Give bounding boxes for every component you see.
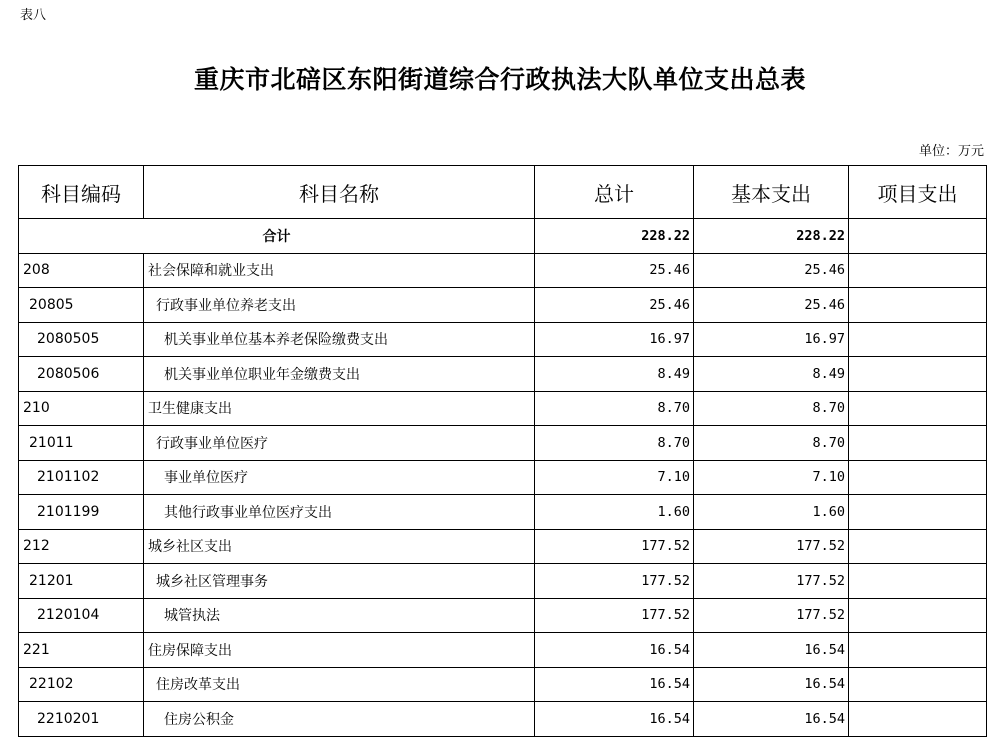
project-amount bbox=[849, 598, 987, 633]
total-amount: 177.52 bbox=[535, 598, 694, 633]
project-amount bbox=[849, 495, 987, 530]
total-value: 228.22 bbox=[535, 219, 694, 254]
table-row bbox=[19, 495, 987, 530]
project-amount bbox=[849, 253, 987, 288]
subject-code: 2080506 bbox=[19, 357, 144, 392]
header-code: 科目编码 bbox=[19, 166, 144, 219]
subject-name: 住房保障支出 bbox=[144, 633, 535, 668]
subject-code: 22102 bbox=[19, 667, 144, 702]
header-total: 总计 bbox=[535, 166, 694, 219]
basic-amount: 1.60 bbox=[694, 495, 849, 530]
subject-code: 21201 bbox=[19, 564, 144, 599]
basic-amount: 8.70 bbox=[694, 391, 849, 426]
subject-name: 行政事业单位养老支出 bbox=[144, 288, 535, 323]
table-row bbox=[19, 322, 987, 357]
subject-name: 住房改革支出 bbox=[144, 667, 535, 702]
total-amount: 8.70 bbox=[535, 426, 694, 461]
total-basic: 228.22 bbox=[694, 219, 849, 254]
header-name: 科目名称 bbox=[144, 166, 535, 219]
total-amount: 8.49 bbox=[535, 357, 694, 392]
table-row bbox=[19, 460, 987, 495]
table-row bbox=[19, 702, 987, 737]
total-row bbox=[19, 219, 987, 254]
subject-name: 机关事业单位基本养老保险缴费支出 bbox=[144, 322, 535, 357]
total-amount: 16.97 bbox=[535, 322, 694, 357]
total-amount: 7.10 bbox=[535, 460, 694, 495]
project-amount bbox=[849, 391, 987, 426]
basic-amount: 16.54 bbox=[694, 702, 849, 737]
project-amount bbox=[849, 426, 987, 461]
table-row bbox=[19, 357, 987, 392]
basic-amount: 177.52 bbox=[694, 598, 849, 633]
subject-name: 城乡社区支出 bbox=[144, 529, 535, 564]
table-row bbox=[19, 667, 987, 702]
total-amount: 16.54 bbox=[535, 633, 694, 668]
basic-amount: 7.10 bbox=[694, 460, 849, 495]
basic-amount: 16.97 bbox=[694, 322, 849, 357]
table-row bbox=[19, 598, 987, 633]
subject-code: 2080505 bbox=[19, 322, 144, 357]
table-row bbox=[19, 426, 987, 461]
subject-name: 其他行政事业单位医疗支出 bbox=[144, 495, 535, 530]
project-amount bbox=[849, 529, 987, 564]
subject-name: 城管执法 bbox=[144, 598, 535, 633]
page-title: 重庆市北碚区东阳街道综合行政执法大队单位支出总表 bbox=[193, 65, 806, 94]
subject-name: 社会保障和就业支出 bbox=[144, 253, 535, 288]
subject-code: 20805 bbox=[19, 288, 144, 323]
subject-name: 城乡社区管理事务 bbox=[144, 564, 535, 599]
total-project bbox=[849, 219, 987, 254]
subject-name: 事业单位医疗 bbox=[144, 460, 535, 495]
total-amount: 177.52 bbox=[535, 529, 694, 564]
subject-code: 2210201 bbox=[19, 702, 144, 737]
subject-code: 2101199 bbox=[19, 495, 144, 530]
project-amount bbox=[849, 322, 987, 357]
total-amount: 25.46 bbox=[535, 288, 694, 323]
project-amount bbox=[849, 633, 987, 668]
basic-amount: 8.70 bbox=[694, 426, 849, 461]
total-amount: 1.60 bbox=[535, 495, 694, 530]
table-row bbox=[19, 288, 987, 323]
basic-amount: 16.54 bbox=[694, 667, 849, 702]
table-row bbox=[19, 391, 987, 426]
basic-amount: 177.52 bbox=[694, 564, 849, 599]
total-amount: 16.54 bbox=[535, 702, 694, 737]
project-amount bbox=[849, 288, 987, 323]
basic-amount: 177.52 bbox=[694, 529, 849, 564]
table-header-row bbox=[19, 166, 987, 219]
table-row bbox=[19, 633, 987, 668]
total-amount: 177.52 bbox=[535, 564, 694, 599]
basic-amount: 8.49 bbox=[694, 357, 849, 392]
subject-code: 2120104 bbox=[19, 598, 144, 633]
project-amount bbox=[849, 357, 987, 392]
project-amount bbox=[849, 460, 987, 495]
unit-label: 单位：万元 bbox=[918, 144, 984, 159]
basic-amount: 25.46 bbox=[694, 253, 849, 288]
subject-name: 行政事业单位医疗 bbox=[144, 426, 535, 461]
expenditure-table bbox=[18, 165, 987, 737]
subject-name: 机关事业单位职业年金缴费支出 bbox=[144, 357, 535, 392]
subject-code: 212 bbox=[19, 529, 144, 564]
header-basic: 基本支出 bbox=[694, 166, 849, 219]
subject-code: 208 bbox=[19, 253, 144, 288]
subject-code: 210 bbox=[19, 391, 144, 426]
subject-name: 卫生健康支出 bbox=[144, 391, 535, 426]
subject-code: 21011 bbox=[19, 426, 144, 461]
header-project: 项目支出 bbox=[849, 166, 987, 219]
project-amount bbox=[849, 667, 987, 702]
subject-name: 住房公积金 bbox=[144, 702, 535, 737]
basic-amount: 16.54 bbox=[694, 633, 849, 668]
table-label: 表八 bbox=[20, 8, 47, 23]
project-amount bbox=[849, 564, 987, 599]
total-amount: 25.46 bbox=[535, 253, 694, 288]
total-amount: 8.70 bbox=[535, 391, 694, 426]
project-amount bbox=[849, 702, 987, 737]
total-label: 合计 bbox=[19, 219, 535, 254]
table-row bbox=[19, 564, 987, 599]
total-amount: 16.54 bbox=[535, 667, 694, 702]
table-row bbox=[19, 529, 987, 564]
basic-amount: 25.46 bbox=[694, 288, 849, 323]
subject-code: 221 bbox=[19, 633, 144, 668]
table-row bbox=[19, 253, 987, 288]
subject-code: 2101102 bbox=[19, 460, 144, 495]
